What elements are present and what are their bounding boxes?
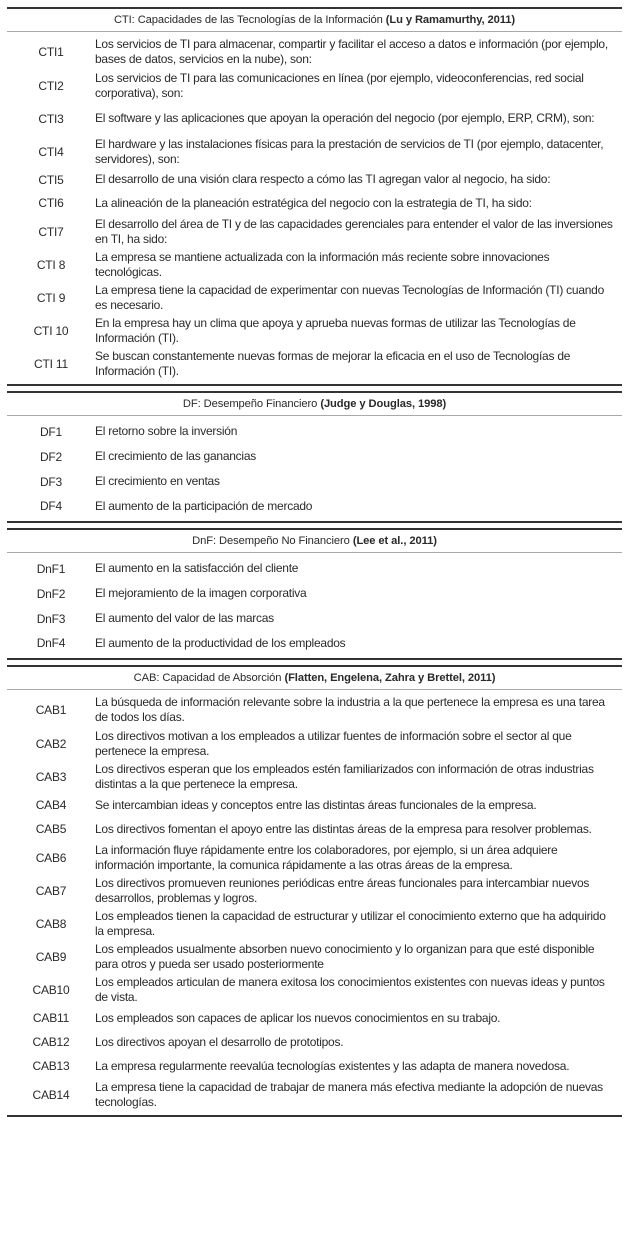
table-row: [7, 817, 622, 841]
item-text: La información fluye rápidamente entre los colaboradores, por ejemplo, si un área adquiere información importante, la comunica rápidamente a las otras áreas de la empresa.: [95, 842, 558, 872]
item-code: CAB11: [32, 1011, 70, 1025]
item-text: La empresa se mantiene actualizada con la información más reciente sobre innovaciones tecnológicas.: [95, 249, 550, 279]
item-text: Se buscan constantemente nuevas formas de mejorar la eficacia en el uso de Tecnologías de Información (TI).: [95, 349, 571, 378]
item-text: El desarrollo del área de TI y de las capacidades gerenciales para entender el valor de las inversiones en TI, ha sido:: [95, 216, 613, 246]
table-row: [7, 215, 622, 248]
item-text: Los empleados son capaces de aplicar los nuevos conocimientos en su trabajo.: [95, 1010, 501, 1025]
item-text: Los empleados usualmente absorben nuevo conocimiento y lo organizan para que esté disponible para otros y pueda ser usado posteriormente: [95, 941, 595, 971]
item-text: Los directivos apoyan el desarrollo de prototipos.: [95, 1034, 344, 1049]
table-row: [7, 469, 622, 494]
item-code: CTI5: [38, 172, 64, 187]
item-text: En la empresa hay un clima que apoya y aprueba nuevas formas de utilizar las Tecnologías de Información (TI).: [95, 315, 576, 345]
item-code: CTI 11: [34, 357, 68, 371]
table-row: [7, 581, 622, 606]
item-code: CTI1: [38, 45, 64, 59]
item-code: DnF2: [36, 586, 66, 601]
table-row: [7, 1006, 622, 1030]
table-row: [7, 135, 622, 168]
item-code: DnF1: [36, 561, 66, 576]
item-code: CTI7: [38, 224, 64, 239]
table-row: [7, 606, 622, 631]
item-code: DnF4: [36, 636, 66, 650]
section-header: [7, 393, 622, 416]
section-body: [7, 553, 622, 660]
item-code: CTI2: [38, 78, 64, 93]
section-citation: (Lee et al., 2011): [352, 535, 437, 547]
item-code: DF1: [39, 424, 63, 439]
table-row: [7, 69, 622, 102]
item-code: CTI 8: [36, 257, 66, 272]
item-text: La alineación de la planeación estratégica del negocio con la estrategia de TI, ha sido:: [95, 195, 532, 210]
item-code: CTI 9: [36, 290, 66, 305]
table-row: [7, 973, 622, 1006]
table-row: [7, 419, 622, 444]
table-row: [7, 693, 622, 727]
item-code: CAB2: [35, 736, 67, 751]
item-code: CAB9: [35, 949, 67, 964]
item-code: CAB4: [35, 798, 67, 812]
section-title: CAB: Capacidad de Absorción: [133, 672, 282, 684]
section-header: [7, 9, 622, 32]
section-body: [7, 32, 622, 386]
item-code: DF2: [39, 449, 63, 464]
table-row: [7, 1078, 622, 1112]
item-text: La empresa tiene la capacidad de experimentar con nuevas Tecnologías de Información (TI) cuando es necesario.: [95, 282, 605, 312]
table-row: [7, 556, 622, 581]
item-code: CTI4: [38, 144, 64, 159]
item-code: DnF3: [36, 611, 66, 626]
item-text: El aumento de la productividad de los empleados: [95, 635, 346, 650]
item-code: CAB3: [35, 769, 67, 784]
item-code: CAB7: [35, 883, 67, 898]
section-title: DnF: Desempeño No Financiero: [192, 535, 350, 547]
item-code: CTI 10: [33, 323, 69, 338]
table-row: [7, 168, 622, 191]
item-text: Los servicios de TI para almacenar, compartir y facilitar el acceso a datos e información (por ejemplo, bases de datos, servicios en la nube), son:: [95, 37, 608, 66]
table-row: [7, 1054, 622, 1078]
table-row: [7, 631, 622, 655]
item-text: Los empleados articulan de manera exitosa los conocimientos existentes con nuevas ideas y puntos de vista.: [95, 974, 605, 1004]
item-text: Se intercambian ideas y conceptos entre las distintas áreas funcionales de la empresa.: [95, 797, 537, 812]
item-text: Los directivos motivan a los empleados a utilizar fuentes de información sobre el sector al que pertenece la empresa.: [95, 728, 572, 758]
instrument-table: [7, 7, 622, 1117]
section-df: [7, 391, 622, 523]
table-row: [7, 314, 622, 347]
table-row: [7, 281, 622, 314]
item-text: El software y las aplicaciones que apoyan la operación del negocio (por ejemplo, ERP, CRM), son:: [95, 111, 595, 125]
section-dnf: [7, 528, 622, 660]
section-citation: (Judge y Douglas, 1998): [320, 398, 447, 410]
table-row: [7, 727, 622, 760]
item-text: El aumento en la satisfacción del cliente: [95, 561, 299, 575]
item-code: CAB13: [32, 1059, 70, 1073]
table-row: [7, 444, 622, 469]
table-row: [7, 907, 622, 940]
item-code: CTI3: [38, 111, 64, 126]
section-cab: [7, 665, 622, 1117]
table-row: [7, 1030, 622, 1054]
table-row: [7, 760, 622, 793]
item-code: CAB1: [35, 703, 67, 717]
section-body: [7, 416, 622, 523]
table-row: [7, 940, 622, 973]
table-row: [7, 248, 622, 281]
item-text: El aumento del valor de las marcas: [95, 611, 274, 625]
item-text: La empresa tiene la capacidad de trabajar de manera más efectiva mediante la adopción de nuevas tecnologías.: [95, 1080, 603, 1109]
item-text: Los directivos fomentan el apoyo entre las distintas áreas de la empresa para resolver problemas.: [95, 821, 592, 836]
item-text: El retorno sobre la inversión: [95, 424, 238, 438]
item-code: CAB10: [32, 982, 70, 997]
item-text: Los directivos esperan que los empleados estén familiarizados con información de otras industrias distintas a la que pertenece la empresa.: [95, 761, 594, 791]
item-text: El mejoramiento de la imagen corporativa: [95, 586, 307, 600]
table-row: [7, 191, 622, 215]
section-body: [7, 690, 622, 1117]
item-code: CTI6: [38, 196, 64, 210]
table-row: [7, 35, 622, 69]
table-row: [7, 874, 622, 907]
section-citation: (Lu y Ramamurthy, 2011): [385, 14, 516, 26]
item-text: El crecimiento en ventas: [95, 474, 220, 488]
item-text: Los servicios de TI para las comunicaciones en línea (por ejemplo, videoconferencias, red social corporativa), son:: [95, 70, 584, 100]
item-code: CAB8: [35, 916, 67, 931]
item-text: La empresa regularmente reevalúa tecnologías existentes y las adapta de manera novedosa.: [95, 1058, 570, 1073]
section-title: DF: Desempeño Financiero: [182, 398, 318, 410]
item-code: CAB14: [32, 1088, 70, 1102]
table-row: [7, 347, 622, 381]
item-text: El crecimiento de las ganancias: [95, 449, 257, 463]
section-title: CTI: Capacidades de las Tecnologías de la Información: [113, 14, 383, 26]
item-code: CAB5: [35, 822, 67, 836]
item-code: CAB12: [32, 1035, 70, 1049]
item-code: CAB6: [35, 850, 67, 865]
item-text: La búsqueda de información relevante sobre la industria a la que pertenece la empresa es una tarea de todos los días.: [95, 695, 605, 724]
table-row: [7, 494, 622, 518]
section-citation: (Flatten, Engelena, Zahra y Brettel, 2011): [284, 672, 496, 684]
table-row: [7, 102, 622, 135]
table-row: [7, 793, 622, 817]
item-text: El aumento de la participación de mercado: [95, 498, 313, 513]
item-code: DF4: [39, 499, 63, 513]
item-text: Los directivos promueven reuniones periódicas entre áreas funcionales para intercambiar nuevos desarrollos, problemas y logros.: [95, 875, 590, 905]
item-text: El desarrollo de una visión clara respecto a cómo las TI agregan valor al negocio, ha sido:: [95, 172, 551, 186]
section-header: [7, 530, 622, 553]
section-header: [7, 667, 622, 690]
table-row: [7, 841, 622, 874]
item-code: DF3: [39, 474, 63, 489]
item-text: El hardware y las instalaciones físicas para la prestación de servicios de TI (por ejemplo, datacenter, servidores), son:: [95, 136, 604, 166]
item-text: Los empleados tienen la capacidad de estructurar y utilizar el conocimiento externo que ha adquirido la empresa.: [95, 908, 606, 938]
section-cti: [7, 7, 622, 386]
